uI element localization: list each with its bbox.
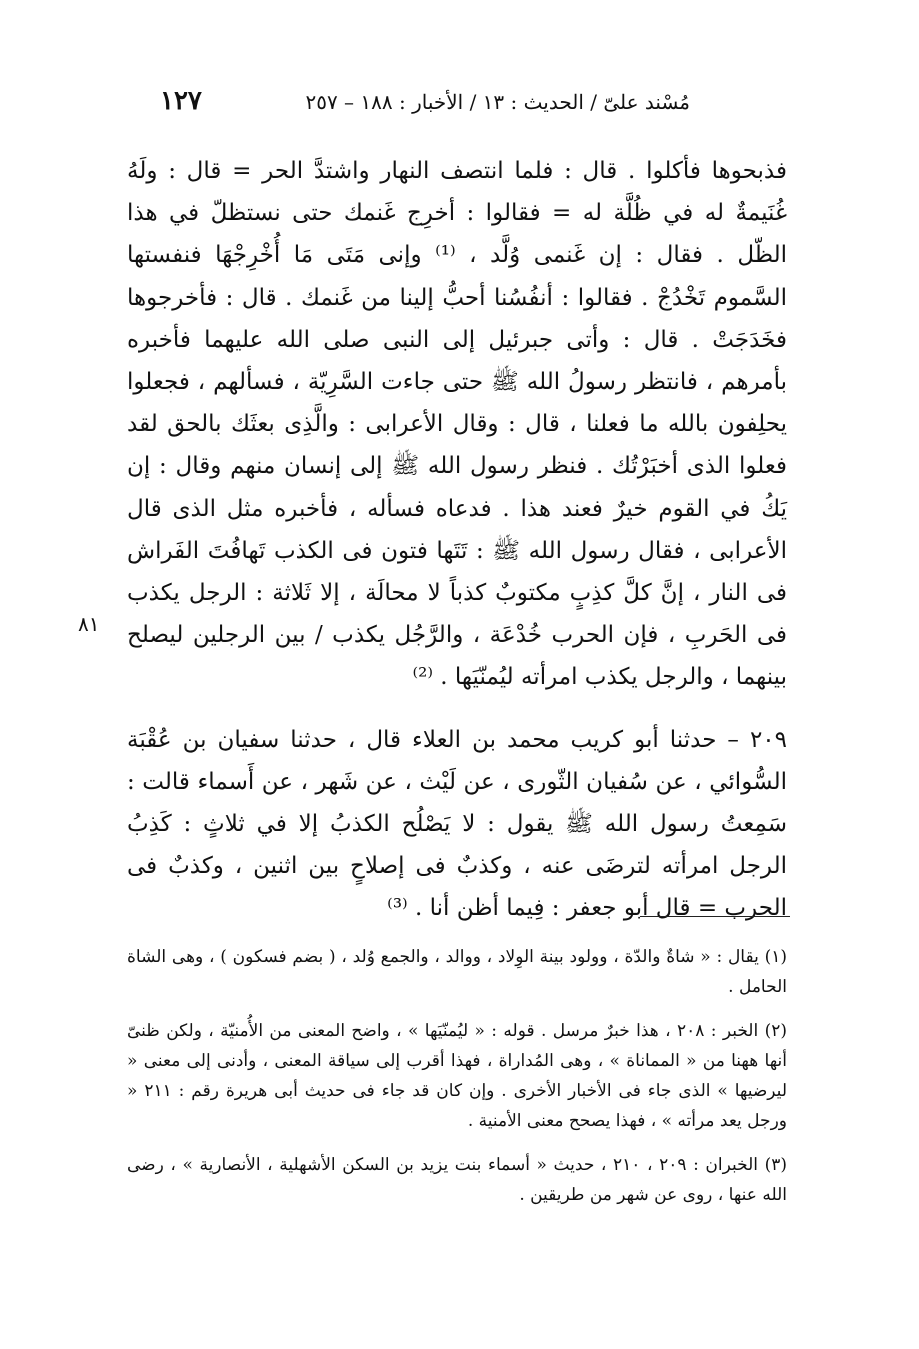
footnote-1: (١) يقال : « شاةٌ والدّة ، وولود بينة الوِلاد ، ووالد ، والجمع وُلد ، ( بضم فسكون ) ، وهى الشاة الحامل . xyxy=(127,947,787,997)
page-number: ١٢٧ xyxy=(160,86,202,116)
footnote-3: (٣) الخبران : ٢٠٩ ، ٢١٠ ، حديث « أسماء بنت يزيد بن السكن الأشهلية ، الأنصارية » ، رضى الله عنها ، روى عن شهر من طريقين . xyxy=(127,1155,787,1205)
margin-reference: ٨١ xyxy=(78,612,100,636)
footnote-divider xyxy=(640,916,790,917)
running-title: مُسْند علىّ / الحديث : ١٣ / الأخبار : ١٨٨ – ٢٥٧ xyxy=(305,90,690,114)
main-text xyxy=(127,150,787,930)
running-head xyxy=(140,86,790,122)
hadith-209-paragraph: ٢٠٩ – حدثنا أبو كريب محمد بن العلاء قال ، حدثنا سفيان بن عُقْبَة السُّوائي ، عن سُفيان الثّورى ، عن لَيْث ، عن شَهر ، عن أَسماء قالت : سَمِعتُ رسول الله ﷺ يقول : لا يَصْلُح الكذبُ إلا في ثلاثٍ : كَذِبُ الرجل امرأته لترضَى عنه ، وكذبٌ فى إصلاحٍ بين اثنين ، وكذبٌ فى الحرب = قال أبو جعفر : فِيما أظن أنا . ⁽³⁾ xyxy=(127,726,787,922)
footnotes xyxy=(127,942,787,1224)
hadith-continuation-paragraph: فذبحوها فأكلوا . قال : فلما انتصف النهار واشتدَّ الحر = قال : ولَهُ غُنَيمةٌ له في ظُلَّة له = فقالوا : أخرِج غَنمك حتى نستظلّ في هذا الظّل . فقال : إن غَنمى وُلَّد ، ⁽¹⁾ وإنى مَتَى مَا أُخْرِجْهَا فنفستها السَّموم تَخْدُجْ . فقالوا : أنفُسُنا أحبُّ إلينا من غَنمك . قال : فأخرجوها فخَدَجَتْ . قال : وأتى جبرئيل إلى النبى صلى الله عليهما فأخبره بأمرهم ، فانتظر رسولُ الله ﷺ حتى جاءت السَّرِيّة ، فسألهم ، فجعلوا يحلِفون بالله ما فعلنا ، قال : وقال الأعرابى : والَّذِى بعثَك بالحق لقد فعلوا الذى أخبَرْتُك . فنظر رسول الله ﷺ إلى إنسان منهم وقال : إن يَكُ في القوم خيرٌ فعند هذا . فدعاه فسأله ، فأخبره مثل الذى قال الأعرابى ، فقال رسول الله ﷺ : تَتَها فتون فى الكذب تَهافُتَ الفَراش فى النار ، إنَّ كلَّ كذِبٍ مكتوبٌ كذباً لا محالَة ، إلا ثَلاثة : الرجل يكذب فى الحَربِ ، فإن الحرب خُدْعَة ، والرَّجُل يكذب / بين الرجلين ليصلح بينهما ، والرجل يكذب امرأته ليُمنّيَها . ⁽²⁾ xyxy=(127,158,788,691)
footnote-2: (٢) الخبر : ٢٠٨ ، هذا خبرٌ مرسل . قوله : « ليُمنّيَها » ، واضح المعنى من الأُمنيّة ، ولكن ظنىّ أنها ههنا من « المماناة » ، وهى المُداراة ، فهذا أقرب إلى سياقة المعنى ، وأدنى إلى معنى « ليرضيها » الذى جاء فى الأخبار الأخرى . وإن كان قد جاء فى حديث أبى هريرة رقم : ٢١١ « ورجل يعد مرأته » ، فهذا يصحح معنى الأمنية . xyxy=(127,1021,787,1131)
